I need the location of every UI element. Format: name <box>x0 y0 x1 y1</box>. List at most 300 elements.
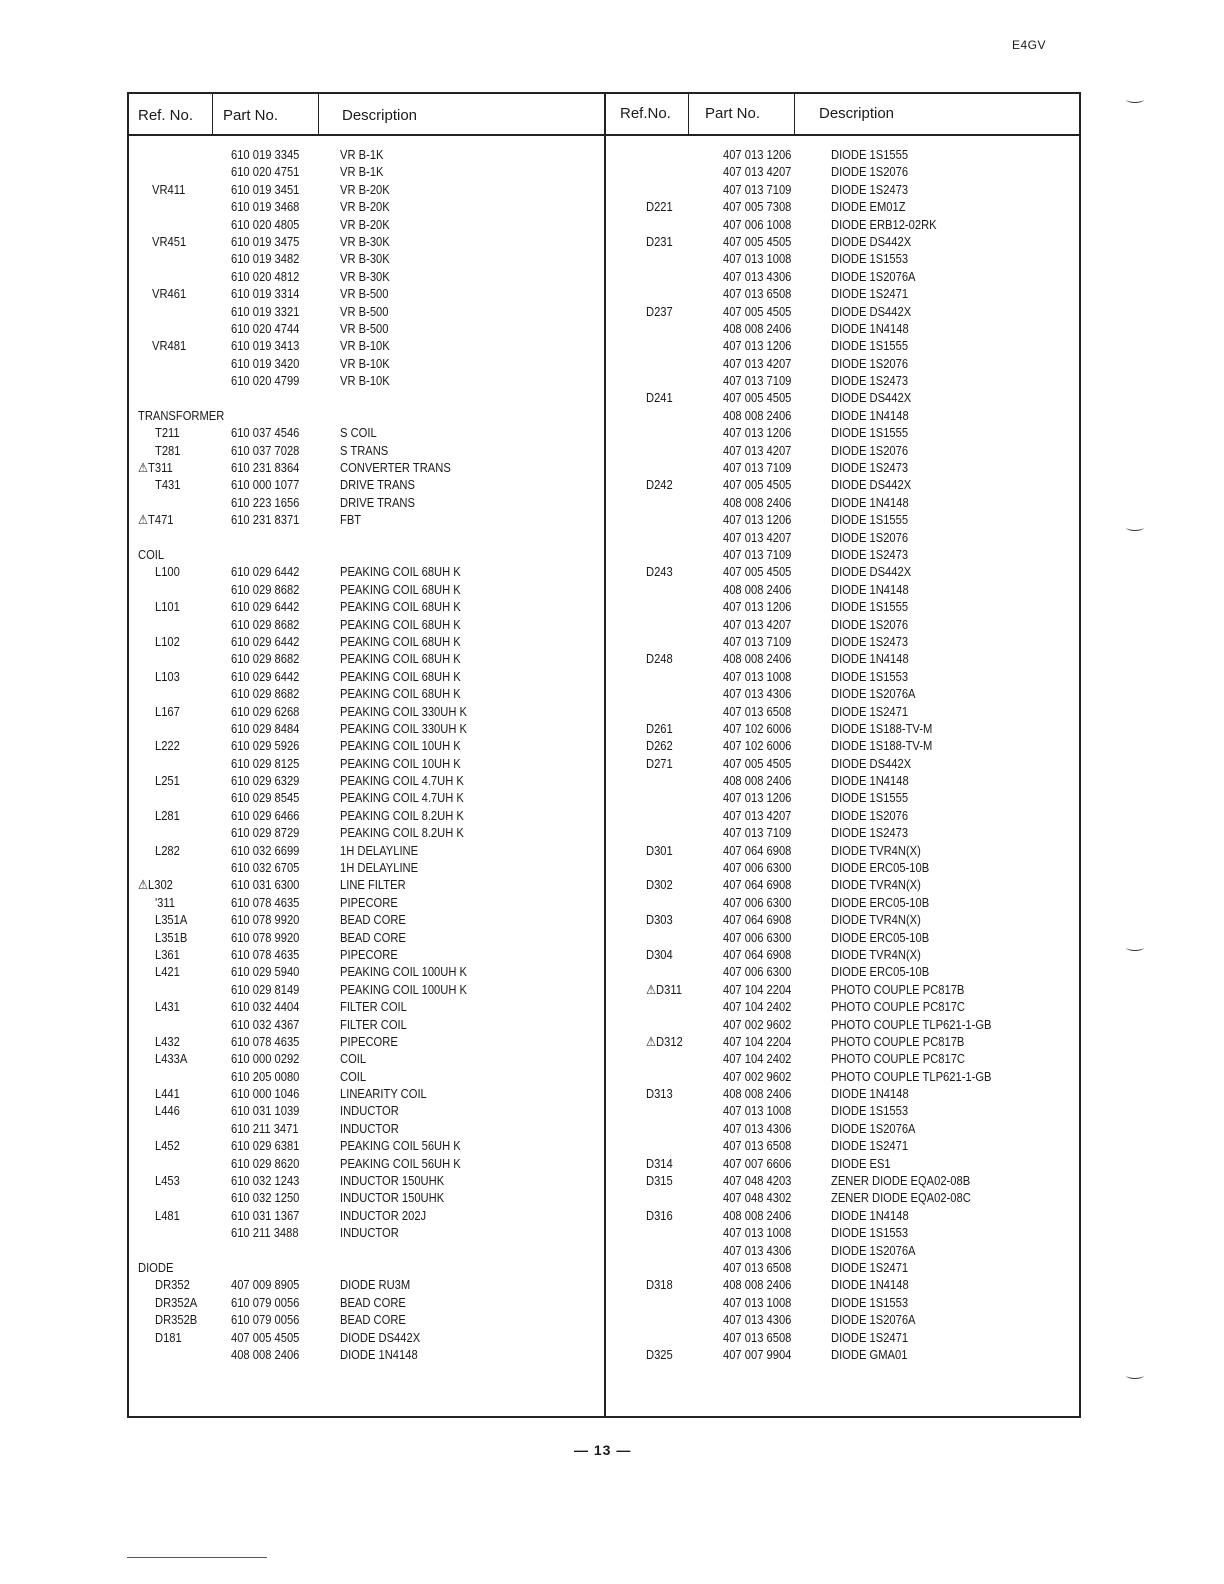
cell-ref: D325 <box>646 1346 673 1362</box>
table-row <box>630 1329 1080 1346</box>
table-row <box>128 1172 604 1189</box>
table-row <box>128 442 604 459</box>
cell-part: 408 008 2406 <box>723 1086 792 1102</box>
cell-desc: DIODE RU3M <box>340 1277 411 1293</box>
cell-part: 407 013 4207 <box>723 616 792 632</box>
cell-ref: L421 <box>155 964 180 980</box>
cell-desc: PEAKING COIL 68UH K <box>340 651 461 667</box>
cell-desc: PEAKING COIL 68UH K <box>340 686 461 702</box>
cell-desc: VR B-30K <box>340 268 390 284</box>
cell-part: 407 013 4207 <box>723 164 792 180</box>
cell-desc: DIODE DS442X <box>831 564 912 580</box>
right-column-body <box>630 146 1080 1363</box>
cell-part: 407 013 7109 <box>723 633 792 649</box>
table-row <box>128 1346 604 1363</box>
cell-part: 407 013 6508 <box>723 1329 792 1345</box>
cell-part: 610 032 1243 <box>231 1173 300 1189</box>
cell-ref: D315 <box>646 1173 673 1189</box>
table-row <box>128 337 604 354</box>
table-row <box>630 198 1080 215</box>
cell-ref: L432 <box>155 1033 180 1049</box>
cell-desc: DIODE TVR4N(X) <box>831 946 921 962</box>
table-row <box>630 163 1080 180</box>
cell-desc: VR B-20K <box>340 199 390 215</box>
cell-desc: DIODE 1N4148 <box>831 1086 909 1102</box>
cell-desc: DIODE 1N4148 <box>831 1207 909 1223</box>
cell-desc: DIODE 1S188-TV-M <box>831 720 933 736</box>
cell-ref: VR411 <box>152 181 186 197</box>
cell-desc: DIODE 1S2473 <box>831 546 909 562</box>
cell-part: 610 019 3475 <box>231 233 300 249</box>
table-row <box>128 285 604 302</box>
cell-ref: L452 <box>155 1138 180 1154</box>
table-row <box>630 1068 1080 1085</box>
cell-part: 610 029 8682 <box>231 686 300 702</box>
cell-part: 407 005 4505 <box>231 1329 300 1345</box>
cell-desc: DIODE 1S2076A <box>831 1312 916 1328</box>
cell-part: 407 005 4505 <box>723 477 792 493</box>
table-row <box>630 859 1080 876</box>
table-row <box>128 894 604 911</box>
table-row <box>630 1224 1080 1241</box>
cell-desc: DIODE 1S1555 <box>831 425 909 441</box>
cell-part: 610 037 7028 <box>231 442 300 458</box>
cell-desc: VR B-10K <box>340 355 390 371</box>
cell-ref: ⚠D312 <box>646 1033 683 1049</box>
cell-desc: PEAKING COIL 68UH K <box>340 668 461 684</box>
cell-desc: COIL <box>340 1051 367 1067</box>
cell-desc: INDUCTOR 150UHK <box>340 1190 445 1206</box>
cell-desc: DIODE DS442X <box>831 477 912 493</box>
cell-part: 610 019 3451 <box>231 181 300 197</box>
cell-ref: L167 <box>155 703 180 719</box>
cell-part: 610 031 1367 <box>231 1207 300 1223</box>
cell-part: 407 013 1206 <box>723 425 792 441</box>
cell-desc: PEAKING COIL 4.7UH K <box>340 773 464 789</box>
cell-desc: BEAD CORE <box>340 1312 406 1328</box>
cell-desc: DIODE 1S2473 <box>831 633 909 649</box>
cell-desc: DIODE 1N4148 <box>831 407 909 423</box>
cell-part: 610 029 6442 <box>231 668 300 684</box>
cell-desc: DIODE 1S2473 <box>831 373 909 389</box>
cell-ref: VR451 <box>152 233 187 249</box>
page-code: E4GV <box>1012 38 1047 52</box>
cell-desc: VR B-1K <box>340 147 384 162</box>
table-row <box>128 494 604 511</box>
cell-part: 407 005 4505 <box>723 233 792 249</box>
cell-desc: DIODE TVR4N(X) <box>831 912 921 928</box>
table-row <box>128 320 604 337</box>
cell-desc: DIODE 1S1555 <box>831 599 909 615</box>
cell-part: 610 032 6705 <box>231 860 300 876</box>
table-row <box>630 685 1080 702</box>
cell-desc: INDUCTOR <box>340 1120 399 1136</box>
cell-ref: D271 <box>646 755 673 771</box>
header-separator <box>794 92 795 134</box>
cell-desc: VR B-500 <box>340 303 389 319</box>
cell-desc: DIODE 1S2076 <box>831 616 909 632</box>
table-row <box>128 668 604 685</box>
cell-desc: PHOTO COUPLE PC817C <box>831 999 965 1015</box>
cell-part: 610 019 3420 <box>231 355 300 371</box>
cell-part: 407 013 7109 <box>723 373 792 389</box>
cell-part: 407 013 1206 <box>723 599 792 615</box>
cell-part: 610 029 6442 <box>231 564 300 580</box>
cell-part: 408 008 2406 <box>723 651 792 667</box>
table-row <box>630 946 1080 963</box>
header-separator <box>212 92 213 134</box>
cell-desc: DIODE 1N4148 <box>831 581 909 597</box>
table-row <box>128 842 604 859</box>
cell-part: 407 013 7109 <box>723 825 792 841</box>
cell-ref: VR481 <box>152 338 187 354</box>
cell-desc: VR B-500 <box>340 286 389 302</box>
cell-part: 610 019 3413 <box>231 338 300 354</box>
cell-part: 610 029 8682 <box>231 616 300 632</box>
cell-ref: T431 <box>155 477 181 493</box>
cell-desc: PEAKING COIL 10UH K <box>340 738 461 754</box>
cell-part: 407 005 4505 <box>723 755 792 771</box>
cell-part: 407 013 6508 <box>723 1260 792 1275</box>
cell-part: 610 029 8682 <box>231 651 300 667</box>
header-rule <box>127 134 1081 136</box>
margin-mark <box>1126 1372 1144 1379</box>
table-row <box>630 1346 1080 1363</box>
cell-desc: DIODE 1S2471 <box>831 286 909 302</box>
table-row <box>630 424 1080 441</box>
cell-desc: PEAKING COIL 8.2UH K <box>340 825 464 841</box>
cell-desc: DIODE 1N4148 <box>831 494 909 510</box>
cell-part: 407 007 9904 <box>723 1346 792 1362</box>
table-row <box>128 876 604 893</box>
cell-ref: L251 <box>155 773 180 789</box>
cell-part: 408 008 2406 <box>723 1277 792 1293</box>
cell-part: 610 029 8729 <box>231 825 300 841</box>
cell-part: 407 006 6300 <box>723 964 792 980</box>
cell-part: 610 029 5940 <box>231 964 300 980</box>
cell-ref: L282 <box>155 842 180 858</box>
cell-part: 407 006 1008 <box>723 216 792 232</box>
margin-mark <box>1126 96 1144 103</box>
cell-part: 610 231 8364 <box>231 460 300 476</box>
cell-desc: INDUCTOR <box>340 1225 399 1241</box>
cell-desc: INDUCTOR <box>340 1103 399 1119</box>
cell-part: 610 029 8545 <box>231 790 300 806</box>
table-row <box>128 685 604 702</box>
cell-desc: PEAKING COIL 330UH K <box>340 720 467 736</box>
cell-part: 610 000 1077 <box>231 477 300 493</box>
table-row <box>128 633 604 650</box>
table-row <box>128 1294 604 1311</box>
cell-desc: DIODE DS442X <box>831 755 912 771</box>
cell-part: 610 032 4404 <box>231 999 300 1015</box>
cell-desc: 1H DELAYLINE <box>340 842 419 858</box>
cell-part: 408 008 2406 <box>723 320 792 336</box>
cell-ref: D241 <box>646 390 673 406</box>
cell-ref: L351B <box>155 929 188 945</box>
table-row <box>630 1294 1080 1311</box>
cell-part: 610 019 3314 <box>231 286 300 302</box>
cell-part: 610 020 4799 <box>231 373 300 389</box>
table-row <box>128 250 604 267</box>
cell-part: 407 013 1206 <box>723 512 792 528</box>
cell-desc: PEAKING COIL 8.2UH K <box>340 807 464 823</box>
cell-desc: BEAD CORE <box>340 912 406 928</box>
table-row <box>630 1172 1080 1189</box>
table-row <box>630 598 1080 615</box>
cell-ref: DR352A <box>155 1294 198 1310</box>
cell-desc: FILTER COIL <box>340 999 407 1015</box>
table-row <box>128 563 604 580</box>
cell-desc: DIODE 1S2076 <box>831 442 909 458</box>
cell-part: 610 029 8620 <box>231 1155 300 1171</box>
table-row <box>630 1137 1080 1154</box>
table-row <box>128 268 604 285</box>
cell-part: 407 013 4207 <box>723 442 792 458</box>
table-row <box>128 389 604 406</box>
cell-desc: PEAKING COIL 68UH K <box>340 581 461 597</box>
cell-ref: ⚠T311 <box>138 460 173 476</box>
cell-ref: L222 <box>155 738 180 754</box>
cell-part: 407 013 7109 <box>723 546 792 562</box>
table-row <box>630 981 1080 998</box>
cell-desc: BEAD CORE <box>340 929 406 945</box>
cell-desc: DIODE 1S1553 <box>831 668 909 684</box>
table-row <box>630 233 1080 250</box>
cell-desc: DIODE DS442X <box>831 303 912 319</box>
table-row <box>630 894 1080 911</box>
cell-ref: VR461 <box>152 286 187 302</box>
cell-desc: DIODE GMA01 <box>831 1346 908 1362</box>
cell-ref: D231 <box>646 233 673 249</box>
table-row <box>630 1189 1080 1206</box>
table-row <box>128 303 604 320</box>
cell-part: 610 029 8484 <box>231 720 300 736</box>
cell-desc: DIODE TVR4N(X) <box>831 877 921 893</box>
cell-desc: DIODE 1S2076 <box>831 355 909 371</box>
table-row <box>630 337 1080 354</box>
table-row <box>630 1207 1080 1224</box>
cell-part: 407 013 6508 <box>723 1138 792 1154</box>
table-row <box>128 163 604 180</box>
cell-part: 610 211 3488 <box>231 1225 299 1241</box>
table-row <box>128 1189 604 1206</box>
table-row <box>630 772 1080 789</box>
cell-part: 407 013 1206 <box>723 790 792 806</box>
table-row <box>630 181 1080 198</box>
table-row <box>128 233 604 250</box>
cell-desc: BEAD CORE <box>340 1294 406 1310</box>
cell-desc: DIODE 1S1553 <box>831 1294 909 1310</box>
table-row <box>128 581 604 598</box>
cell-part: 610 029 6442 <box>231 599 300 615</box>
cell-part: 407 104 2204 <box>723 981 792 997</box>
table-row <box>128 1207 604 1224</box>
cell-desc: PHOTO COUPLE PC817B <box>831 1033 965 1049</box>
cell-desc: DIODE ES1 <box>831 1155 891 1171</box>
cell-part: 610 020 4805 <box>231 216 300 232</box>
table-row <box>630 650 1080 667</box>
cell-desc: DIODE 1S2471 <box>831 703 909 719</box>
table-row <box>128 1224 604 1241</box>
cell-desc: PEAKING COIL 4.7UH K <box>340 790 464 806</box>
table-row <box>128 859 604 876</box>
cell-part: 407 013 7109 <box>723 181 792 197</box>
table-row <box>630 511 1080 528</box>
cell-ref: ⚠T471 <box>138 512 174 528</box>
header-separator <box>688 92 689 134</box>
cell-part: 610 029 8682 <box>231 581 300 597</box>
cell-part: 610 037 4546 <box>231 425 300 441</box>
table-row <box>630 911 1080 928</box>
cell-part: 407 005 4505 <box>723 564 792 580</box>
right-header-ref: Ref.No. <box>620 105 671 122</box>
cell-ref: DIODE <box>138 1260 174 1275</box>
cell-ref: T281 <box>155 442 181 458</box>
cell-desc: PEAKING COIL 100UH K <box>340 964 467 980</box>
cell-part: 407 002 9602 <box>723 1068 792 1084</box>
cell-desc: DIODE 1S2076 <box>831 807 909 823</box>
table-row <box>128 146 604 163</box>
cell-ref: D314 <box>646 1155 673 1171</box>
cell-desc: FBT <box>340 512 362 528</box>
table-row <box>128 372 604 389</box>
cell-desc: PHOTO COUPLE TLP621-1-GB <box>831 1016 992 1032</box>
left-header-part: Part No. <box>223 107 279 124</box>
table-row <box>630 703 1080 720</box>
cell-part: 610 019 3468 <box>231 199 300 215</box>
column-divider <box>604 92 606 1418</box>
cell-desc: DIODE 1S1553 <box>831 1103 909 1119</box>
table-row <box>128 807 604 824</box>
margin-mark <box>1126 944 1144 951</box>
cell-part: 407 064 6908 <box>723 912 792 928</box>
cell-part: 610 205 0080 <box>231 1068 300 1084</box>
table-row <box>128 824 604 841</box>
cell-part: 610 029 8149 <box>231 981 300 997</box>
table-row <box>128 1068 604 1085</box>
cell-ref: D318 <box>646 1277 673 1293</box>
table-row <box>630 755 1080 772</box>
cell-part: 610 020 4812 <box>231 268 300 284</box>
cell-ref: T211 <box>155 425 180 441</box>
cell-ref: DR352B <box>155 1312 198 1328</box>
cell-part: 407 005 7308 <box>723 199 792 215</box>
table-row <box>630 303 1080 320</box>
table-row <box>630 372 1080 389</box>
cell-desc: VR B-500 <box>340 320 389 336</box>
cell-ref: D301 <box>646 842 673 858</box>
cell-part: 610 029 6381 <box>231 1138 300 1154</box>
right-header-part: Part No. <box>705 105 761 122</box>
table-row <box>630 929 1080 946</box>
cell-part: 610 019 3482 <box>231 251 300 267</box>
cell-desc: VR B-30K <box>340 233 390 249</box>
table-row <box>128 755 604 772</box>
table-row <box>128 1329 604 1346</box>
cell-part: 610 078 4635 <box>231 894 300 910</box>
cell-ref: L100 <box>155 564 180 580</box>
table-row <box>630 963 1080 980</box>
cell-ref: D262 <box>646 738 673 754</box>
table-row <box>630 876 1080 893</box>
table-row <box>128 1050 604 1067</box>
cell-part: 610 078 4635 <box>231 1033 300 1049</box>
cell-desc: CONVERTER TRANS <box>340 460 451 476</box>
table-row <box>128 911 604 928</box>
cell-part: 407 013 4306 <box>723 1242 792 1258</box>
cell-ref: ⚠L302 <box>138 877 173 893</box>
table-row <box>630 807 1080 824</box>
cell-part: 407 064 6908 <box>723 877 792 893</box>
table-row <box>630 494 1080 511</box>
cell-part: 407 013 4207 <box>723 529 792 545</box>
cell-desc: DRIVE TRANS <box>340 494 415 510</box>
cell-ref: TRANSFORMER <box>138 407 225 423</box>
cell-ref: D248 <box>646 651 673 667</box>
cell-desc: DIODE 1S2471 <box>831 1260 909 1275</box>
cell-part: 407 104 2402 <box>723 1051 792 1067</box>
table-row <box>128 181 604 198</box>
cell-desc: PEAKING COIL 100UH K <box>340 981 467 997</box>
cell-part: 407 102 6006 <box>723 720 792 736</box>
cell-desc: VR B-10K <box>340 373 390 389</box>
table-row <box>128 929 604 946</box>
cell-ref: ⚠D311 <box>646 981 682 997</box>
table-row <box>630 268 1080 285</box>
cell-part: 408 008 2406 <box>723 1207 792 1223</box>
cell-ref: L351A <box>155 912 188 928</box>
cell-part: 407 005 4505 <box>723 303 792 319</box>
cell-part: 408 008 2406 <box>723 407 792 423</box>
cell-part: 407 013 4306 <box>723 268 792 284</box>
cell-part: 610 031 1039 <box>231 1103 300 1119</box>
cell-ref: DR352 <box>155 1277 190 1293</box>
cell-part: 610 031 6300 <box>231 877 300 893</box>
cell-part: 407 006 6300 <box>723 929 792 945</box>
cell-ref: D237 <box>646 303 673 319</box>
cell-ref: L453 <box>155 1173 180 1189</box>
table-row <box>128 737 604 754</box>
cell-part: 407 009 8905 <box>231 1277 300 1293</box>
cell-part: 407 006 6300 <box>723 860 792 876</box>
cell-ref: '311 <box>155 894 175 910</box>
cell-part: 610 029 6466 <box>231 807 300 823</box>
cell-part: 610 078 9920 <box>231 929 300 945</box>
cell-part: 610 029 8125 <box>231 755 300 771</box>
table-row <box>128 616 604 633</box>
table-row <box>630 720 1080 737</box>
table-row <box>630 1242 1080 1259</box>
cell-desc: PEAKING COIL 56UH K <box>340 1138 461 1154</box>
left-column-body <box>128 146 604 1363</box>
cell-desc: DIODE TVR4N(X) <box>831 842 921 858</box>
cell-desc: ZENER DIODE EQA02-08C <box>831 1190 971 1206</box>
cell-part: 407 048 4302 <box>723 1190 792 1206</box>
cell-ref: L481 <box>155 1207 180 1223</box>
cell-desc: INDUCTOR 150UHK <box>340 1173 445 1189</box>
table-row <box>630 737 1080 754</box>
cell-desc: VR B-1K <box>340 164 384 180</box>
cell-part: 407 002 9602 <box>723 1016 792 1032</box>
cell-part: 407 104 2402 <box>723 999 792 1015</box>
cell-part: 407 048 4203 <box>723 1173 792 1189</box>
cell-part: 407 013 7109 <box>723 460 792 476</box>
cell-part: 408 008 2406 <box>723 581 792 597</box>
cell-ref: L101 <box>155 599 180 615</box>
table-row <box>630 459 1080 476</box>
cell-desc: LINE FILTER <box>340 877 406 893</box>
